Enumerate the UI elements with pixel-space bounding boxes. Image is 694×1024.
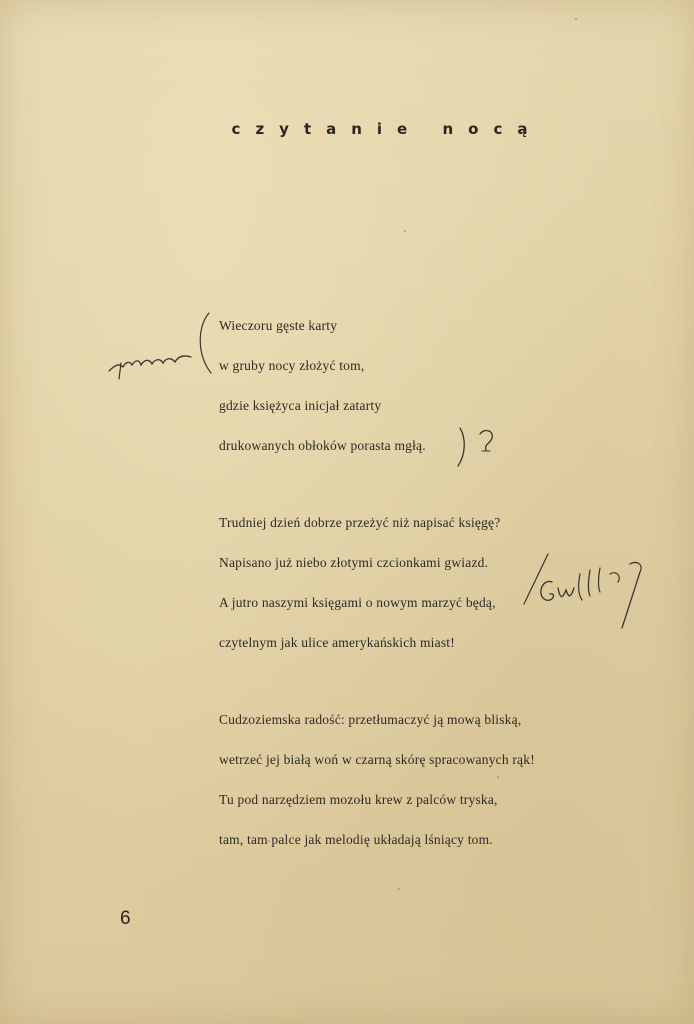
- verse-line: Cudzoziemska radość: przetłumaczyć ją mową bliską,: [219, 712, 522, 727]
- stanza-2: [219, 513, 639, 673]
- stanza-1: [219, 316, 639, 476]
- verse-line: Napisano już niebo złotymi czcionkami gwiazd.: [219, 555, 489, 570]
- page-number: 6: [120, 908, 131, 929]
- verse-line: czytelnym jak ulice amerykańskich miast!: [219, 635, 455, 650]
- verse-line: wetrzeć jej białą woń w czarną skórę spracowanych rąk!: [219, 752, 535, 767]
- verse-line: gdzie księżyca inicjał zatarty: [219, 398, 382, 413]
- handwritten-margin-note-left: [105, 305, 215, 385]
- verse-line: Wieczoru gęste karty: [219, 318, 338, 333]
- verse-line: w gruby nocy złożyć tom,: [219, 358, 365, 373]
- verse-line: Tu pod narzędziem mozołu krew z palców tryska,: [219, 792, 498, 807]
- verse-line: drukowanych obłoków porasta mgłą.: [219, 438, 426, 453]
- verse-line: Trudniej dzień dobrze przeżyć niż napisać księgę?: [219, 515, 501, 530]
- stanza-3: [219, 710, 639, 870]
- verse-line: tam, tam palce jak melodię układają lśniący tom.: [219, 832, 493, 847]
- poem-title: czytanie nocą: [231, 120, 543, 138]
- verse-line: A jutro naszymi księgami o nowym marzyć będą,: [219, 595, 496, 610]
